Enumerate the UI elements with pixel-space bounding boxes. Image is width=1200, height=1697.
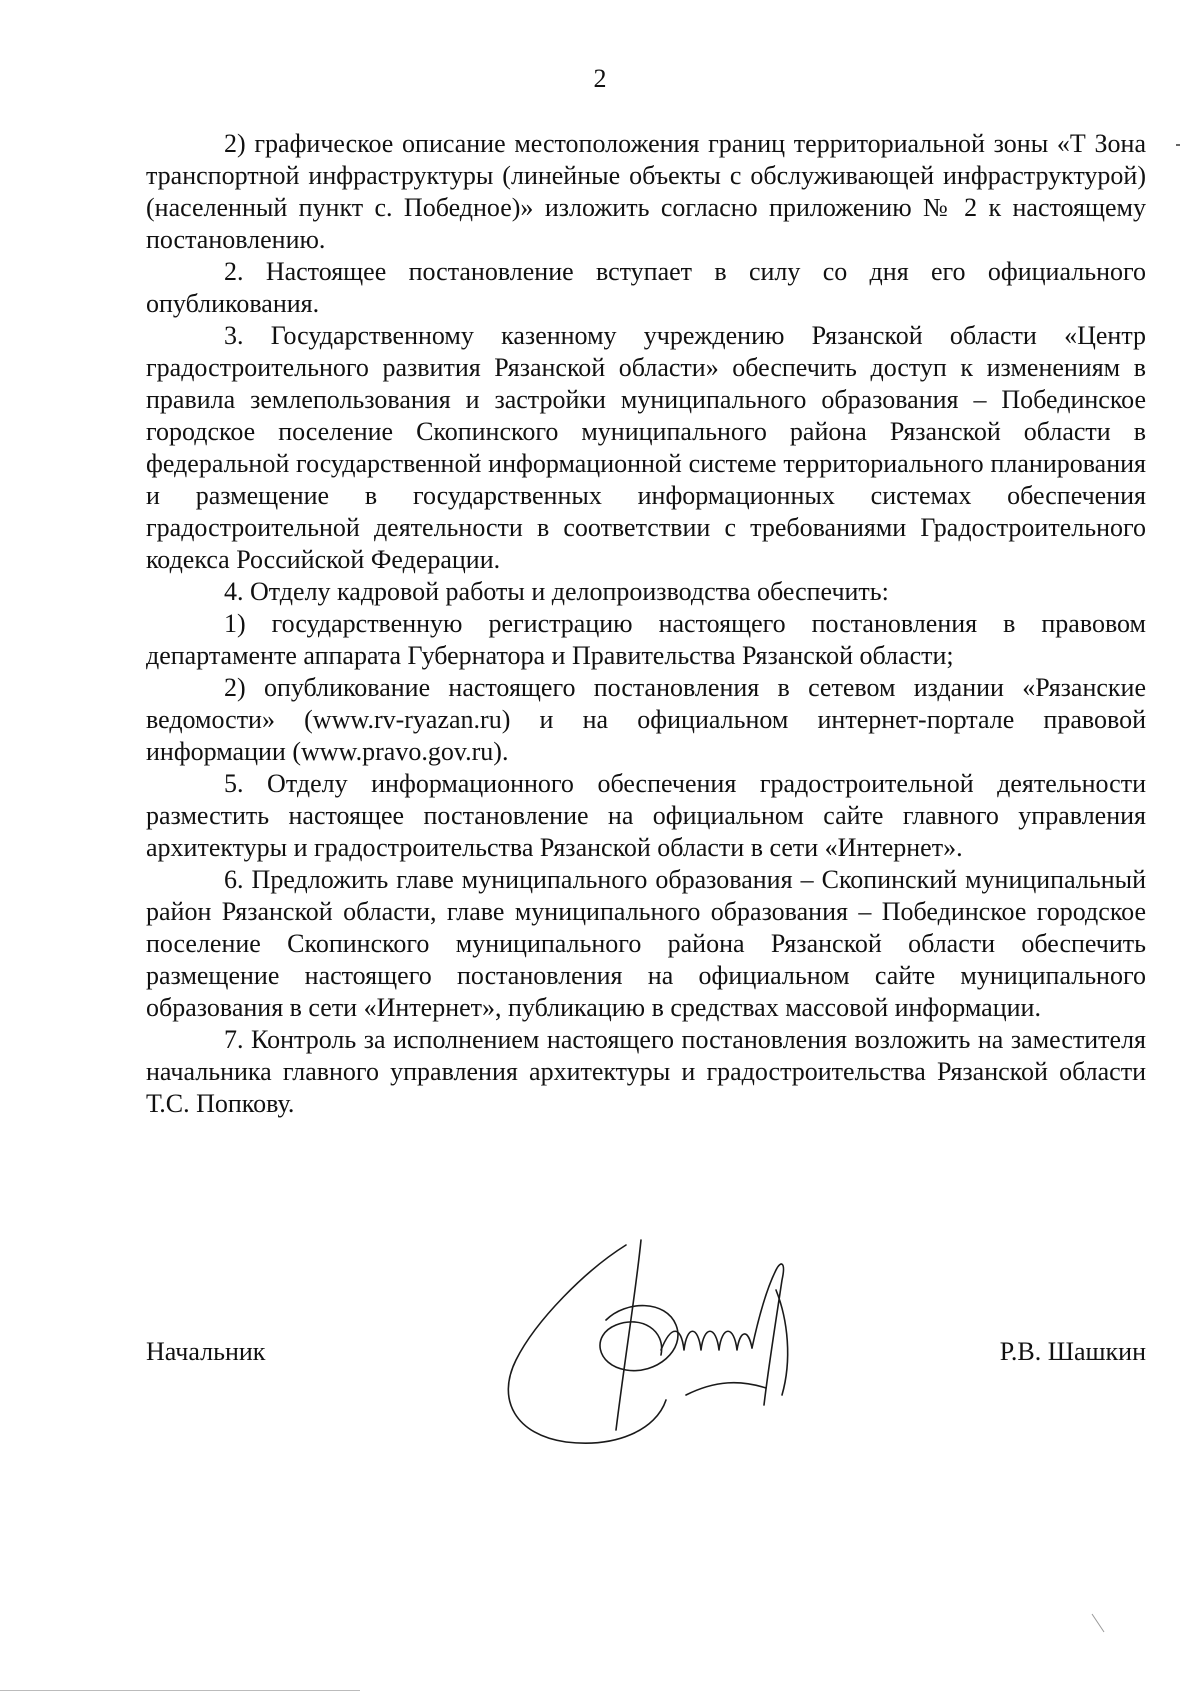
signer-position: Начальник (146, 1337, 266, 1366)
margin-mark (1176, 144, 1180, 146)
signer-name: Р.В. Шашкин (999, 1337, 1146, 1366)
paragraph-clause-4: 4. Отделу кадровой работы и делопроизводства обеспечить: (224, 577, 889, 606)
paragraph-clause-3: 3. Государственному казенному учреждению Рязанской области «Центр градостроительного развития Рязанской области» обеспечить доступ к изменениям в правила землепользования и застройки муниципального образования – Побединское городское поселение Скопинского муниципального района Рязанской области в федеральной государственной информационной системе территориального планирования и размещение в государственных информационных системах обеспечения градостроительной деятельности в соответствии с требованиями Градостроительного кодекса Российской Федерации. (146, 321, 1146, 574)
bottom-scan-edge (0, 1690, 360, 1691)
document-body (146, 128, 1146, 1120)
corner-tick-mark (1090, 1612, 1108, 1634)
paragraph-item-2-1: 2) графическое описание местоположения границ территориальной зоны «Т Зона транспортной инфраструктуры (линейные объекты с обслуживающей инфраструктурой) (населенный пункт с. Победное)» изложить согласно приложению № 2 к настоящему постановлению. (146, 129, 1146, 254)
paragraph-clause-7: 7. Контроль за исполнением настоящего постановления возложить на заместителя начальника главного управления архитектуры и градостроительства Рязанской области Т.С. Попкову. (146, 1025, 1146, 1118)
paragraph-item-4-2: 2) опубликование настоящего постановления в сетевом издании «Рязанские ведомости» (www.rv-ryazan.ru) и на официальном интернет-портале правовой информации (www.pravo.gov.ru). (146, 673, 1146, 766)
paragraph-clause-6: 6. Предложить главе муниципального образования – Скопинский муниципальный район Рязанской области, главе муниципального образования – Побединское городское поселение Скопинского муниципального района Рязанской области обеспечить размещение настоящего постановления на официальном сайте муниципального образования в сети «Интернет», публикацию в средствах массовой информации. (146, 865, 1146, 1022)
paragraph-clause-2: 2. Настоящее постановление вступает в силу со дня его официального опубликования. (146, 257, 1146, 318)
page-number: 2 (593, 64, 607, 93)
handwritten-signature (476, 1230, 856, 1460)
paragraph-clause-5: 5. Отделу информационного обеспечения градостроительной деятельности разместить настоящее постановление на официальном сайте главного управления архитектуры и градостроительства Рязанской области в сети «Интернет». (146, 769, 1146, 862)
signature-block (146, 1300, 1146, 1500)
paragraph-item-4-1: 1) государственную регистрацию настоящего постановления в правовом департаменте аппарата Губернатора и Правительства Рязанской области; (146, 609, 1146, 670)
